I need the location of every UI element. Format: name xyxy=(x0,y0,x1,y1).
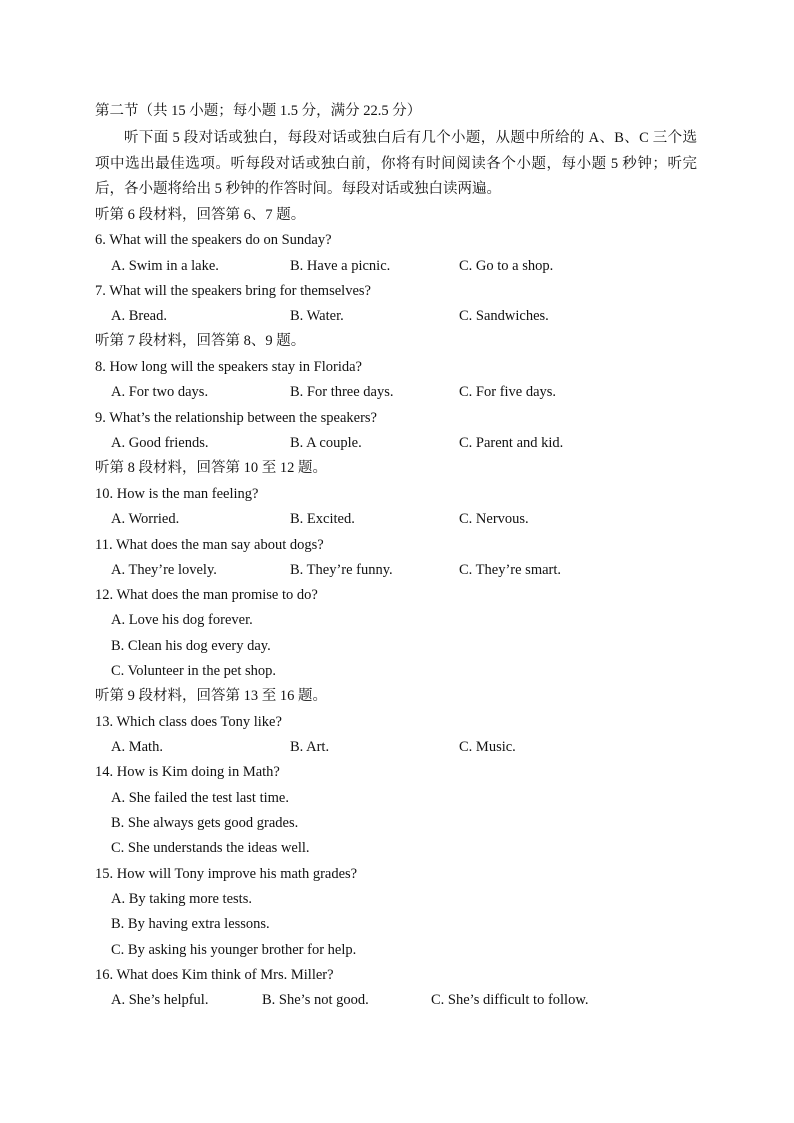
option-c: C. She understands the ideas well. xyxy=(111,840,310,856)
option-c: C. Music. xyxy=(459,739,516,755)
option-b: B. Excited. xyxy=(290,511,355,527)
option-a: A. For two days. xyxy=(111,384,209,400)
option-a: A. Swim in a lake. xyxy=(111,258,219,274)
option-c: C. By asking his younger brother for help. xyxy=(111,942,357,958)
section-instructions: 听下面 5 段对话或独白，每段对话或独白后有几个小题，从题中所给的 A、B、C 三个选项中选出最佳选项。听每段对话或独白前，你将有时间阅读各个小题，每小题 5 秒钟；听完后，各小题将给出 5 秒钟的作答时间。每段对话或独白读两遍。 xyxy=(95,130,697,197)
option-b: B. A couple. xyxy=(290,435,362,451)
group-heading: 听第 7 段材料，回答第 8、9 题。 xyxy=(95,333,306,349)
option-b: B. By having extra lessons. xyxy=(111,916,270,932)
option-c: C. Nervous. xyxy=(459,511,529,527)
section-title: 第二节（共 15 小题；每小题 1.5 分，满分 22.5 分） xyxy=(95,103,422,119)
option-c: C. Parent and kid. xyxy=(459,435,564,451)
question-stem: 16. What does Kim think of Mrs. Miller? xyxy=(95,967,334,983)
option-a: A. Math. xyxy=(111,739,163,755)
option-b: B. Art. xyxy=(290,739,330,755)
option-c: C. For five days. xyxy=(459,384,557,400)
option-a: A. She’s helpful. xyxy=(111,992,209,1008)
option-a: A. They’re lovely. xyxy=(111,562,217,578)
option-b: B. Clean his dog every day. xyxy=(111,638,271,654)
question-stem: 9. What’s the relationship between the speakers? xyxy=(95,410,377,426)
option-b: B. Have a picnic. xyxy=(290,258,391,274)
group-heading: 听第 8 段材料，回答第 10 至 12 题。 xyxy=(95,460,327,476)
option-a: A. She failed the test last time. xyxy=(111,790,289,806)
question-stem: 6. What will the speakers do on Sunday? xyxy=(95,232,332,248)
option-c: C. Go to a shop. xyxy=(459,258,554,274)
option-b: B. Water. xyxy=(290,308,344,324)
option-b: B. They’re funny. xyxy=(290,562,393,578)
question-stem: 8. How long will the speakers stay in Florida? xyxy=(95,359,362,375)
group-heading: 听第 9 段材料，回答第 13 至 16 题。 xyxy=(95,688,327,704)
option-c: C. She’s difficult to follow. xyxy=(431,992,589,1008)
question-stem: 10. How is the man feeling? xyxy=(95,486,259,502)
option-c: C. They’re smart. xyxy=(459,562,562,578)
option-c: C. Sandwiches. xyxy=(459,308,549,324)
option-a: A. By taking more tests. xyxy=(111,891,252,907)
option-a: A. Good friends. xyxy=(111,435,209,451)
option-a: A. Bread. xyxy=(111,308,167,324)
option-c: C. Volunteer in the pet shop. xyxy=(111,663,276,679)
group-heading: 听第 6 段材料，回答第 6、7 题。 xyxy=(95,207,306,223)
question-stem: 14. How is Kim doing in Math? xyxy=(95,764,280,780)
option-b: B. She always gets good grades. xyxy=(111,815,299,831)
option-a: A. Worried. xyxy=(111,511,180,527)
option-b: B. She’s not good. xyxy=(262,992,369,1008)
question-stem: 13. Which class does Tony like? xyxy=(95,714,282,730)
option-b: B. For three days. xyxy=(290,384,394,400)
question-stem: 11. What does the man say about dogs? xyxy=(95,537,324,553)
question-stem: 15. How will Tony improve his math grades? xyxy=(95,866,358,882)
question-stem: 12. What does the man promise to do? xyxy=(95,587,318,603)
question-stem: 7. What will the speakers bring for themselves? xyxy=(95,283,371,299)
option-a: A. Love his dog forever. xyxy=(111,612,253,628)
